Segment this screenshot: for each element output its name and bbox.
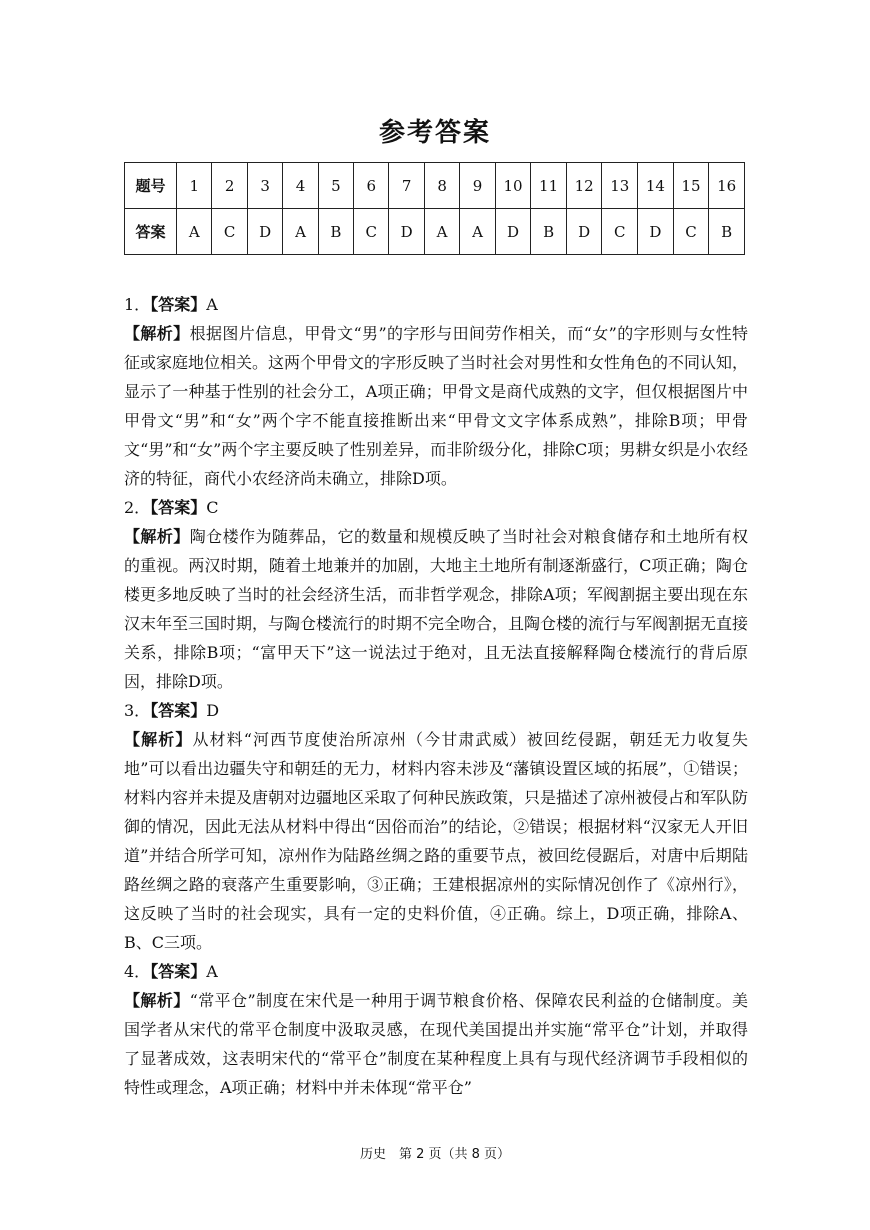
analysis-4 xyxy=(124,986,748,1102)
answer-tag: 【答案】 xyxy=(150,701,207,720)
question-number-cell: 8 xyxy=(424,163,459,209)
answer-value: A xyxy=(206,295,218,314)
item-number: 4． xyxy=(124,962,151,981)
analysis-text: 根据图片信息，甲骨文“男”的字形与田间劳作相关，而“女”的字形则与女性特征或家庭地位相关。这两个甲骨文的字形反映了当时社会对男性和女性角色的不同认知，显示了一种基于性别的社会分工，A项正确；甲骨文是商代成熟的文字，但仅根据图片中甲骨文“男”和“女”两个字不能直接推断出来“甲骨文文字体系成熟”，排除B项；甲骨文“男”和“女”两个字主要反映了性别差异，而非阶级分化，排除C项；男耕女织是小农经济的特征，商代小农经济尚未确立，排除D项。 xyxy=(124,324,749,488)
analysis-tag: 【解析】 xyxy=(124,527,190,546)
answer-cell: A xyxy=(177,209,212,255)
question-number-cell: 5 xyxy=(318,163,353,209)
answer-line-4 xyxy=(124,957,748,986)
analysis-tag: 【解析】 xyxy=(124,324,190,343)
item-number: 2． xyxy=(124,498,151,517)
question-number-cell: 3 xyxy=(247,163,282,209)
answer-line-3 xyxy=(124,696,748,725)
analysis-3 xyxy=(124,725,748,957)
answer-cell: D xyxy=(566,209,602,255)
answer-tag: 【答案】 xyxy=(150,498,207,517)
question-number-cell: 2 xyxy=(212,163,247,209)
answer-line-1 xyxy=(124,290,748,319)
analysis-tag: 【解析】 xyxy=(124,730,193,749)
question-number-cell: 15 xyxy=(673,163,709,209)
answer-value: C xyxy=(206,498,219,517)
analysis-text: 陶仓楼作为随葬品，它的数量和规模反映了当时社会对粮食储存和土地所有权的重视。两汉时期，随着土地兼并的加剧，大地主土地所有制逐渐盛行，C项正确；陶仓楼更多地反映了当时的社会经济生活，而非哲学观念，排除A项；军阀割据主要出现在东汉末年至三国时期，与陶仓楼流行的时期不完全吻合，且陶仓楼的流行与军阀割据无直接关系，排除B项；“富甲天下”这一说法过于绝对，且无法直接解释陶仓楼流行的背后原因，排除D项。 xyxy=(124,527,749,691)
answer-tag: 【答案】 xyxy=(150,962,207,981)
answer-header: 答案 xyxy=(125,209,177,255)
question-number-cell: 14 xyxy=(638,163,674,209)
answer-cell: A xyxy=(283,209,318,255)
item-number: 1． xyxy=(124,295,151,314)
answer-cell: D xyxy=(389,209,424,255)
answer-cell: B xyxy=(318,209,353,255)
answer-cell: A xyxy=(424,209,459,255)
answer-cell: C xyxy=(212,209,247,255)
answer-table xyxy=(124,162,745,255)
question-number-cell: 11 xyxy=(531,163,567,209)
answer-cell: B xyxy=(531,209,567,255)
analysis-tag: 【解析】 xyxy=(124,991,190,1010)
explanations xyxy=(124,290,748,1102)
question-number-cell: 1 xyxy=(177,163,212,209)
page-footer: 历史 第 2 页（共 8 页） xyxy=(359,1147,511,1162)
analysis-text: “常平仓”制度在宋代是一种用于调节粮食价格、保障农民利益的仓储制度。美国学者从宋代的常平仓制度中汲取灵感，在现代美国提出并实施“常平仓”计划，并取得了显著成效，这表明宋代的“常平仓”制度在某种程度上具有与现代经济调节手段相似的特性或理念，A项正确；材料中并未体现“常平仓” xyxy=(124,991,748,1097)
question-number-cell: 4 xyxy=(283,163,318,209)
question-number-cell: 12 xyxy=(566,163,602,209)
answer-cell: C xyxy=(354,209,389,255)
answer-cell: C xyxy=(673,209,709,255)
analysis-1 xyxy=(124,319,748,493)
answer-row xyxy=(125,209,745,255)
answer-line-2 xyxy=(124,493,748,522)
question-number-cell: 10 xyxy=(495,163,531,209)
question-number-cell: 7 xyxy=(389,163,424,209)
answer-cell: B xyxy=(709,209,745,255)
question-number-header: 题号 xyxy=(125,163,177,209)
question-number-cell: 13 xyxy=(602,163,638,209)
question-number-cell: 6 xyxy=(354,163,389,209)
answer-cell: A xyxy=(460,209,495,255)
question-number-cell: 16 xyxy=(709,163,745,209)
answer-cell: D xyxy=(247,209,282,255)
analysis-text: 从材料“河西节度使治所凉州（今甘肃武威）被回纥侵踞，朝廷无力收复失地”可以看出边疆失守和朝廷的无力，材料内容未涉及“藩镇设置区域的拓展”，①错误；材料内容并未提及唐朝对边疆地区采取了何种民族政策，只是描述了凉州被侵占和军队防御的情况，因此无法从材料中得出“因俗而治”的结论，②错误；根据材料“汉家无人开旧道”并结合所学可知，凉州作为陆路丝绸之路的重要节点，被回纥侵踞后，对唐中后期陆路丝绸之路的衰落产生重要影响，③正确；王建根据凉州的实际情况创作了《凉州行》，这反映了当时的社会现实，具有一定的史料价值，④正确。综上，D项正确，排除A、B、C三项。 xyxy=(124,730,749,952)
analysis-2 xyxy=(124,522,748,696)
answer-value: A xyxy=(206,962,218,981)
answer-value: D xyxy=(206,701,220,720)
item-number: 3． xyxy=(124,701,151,720)
answer-cell: D xyxy=(495,209,531,255)
answer-cell: C xyxy=(602,209,638,255)
page-title: 参考答案 xyxy=(378,118,491,148)
answer-cell: D xyxy=(638,209,674,255)
question-number-row xyxy=(125,163,745,209)
question-number-cell: 9 xyxy=(460,163,495,209)
answer-tag: 【答案】 xyxy=(150,295,207,314)
